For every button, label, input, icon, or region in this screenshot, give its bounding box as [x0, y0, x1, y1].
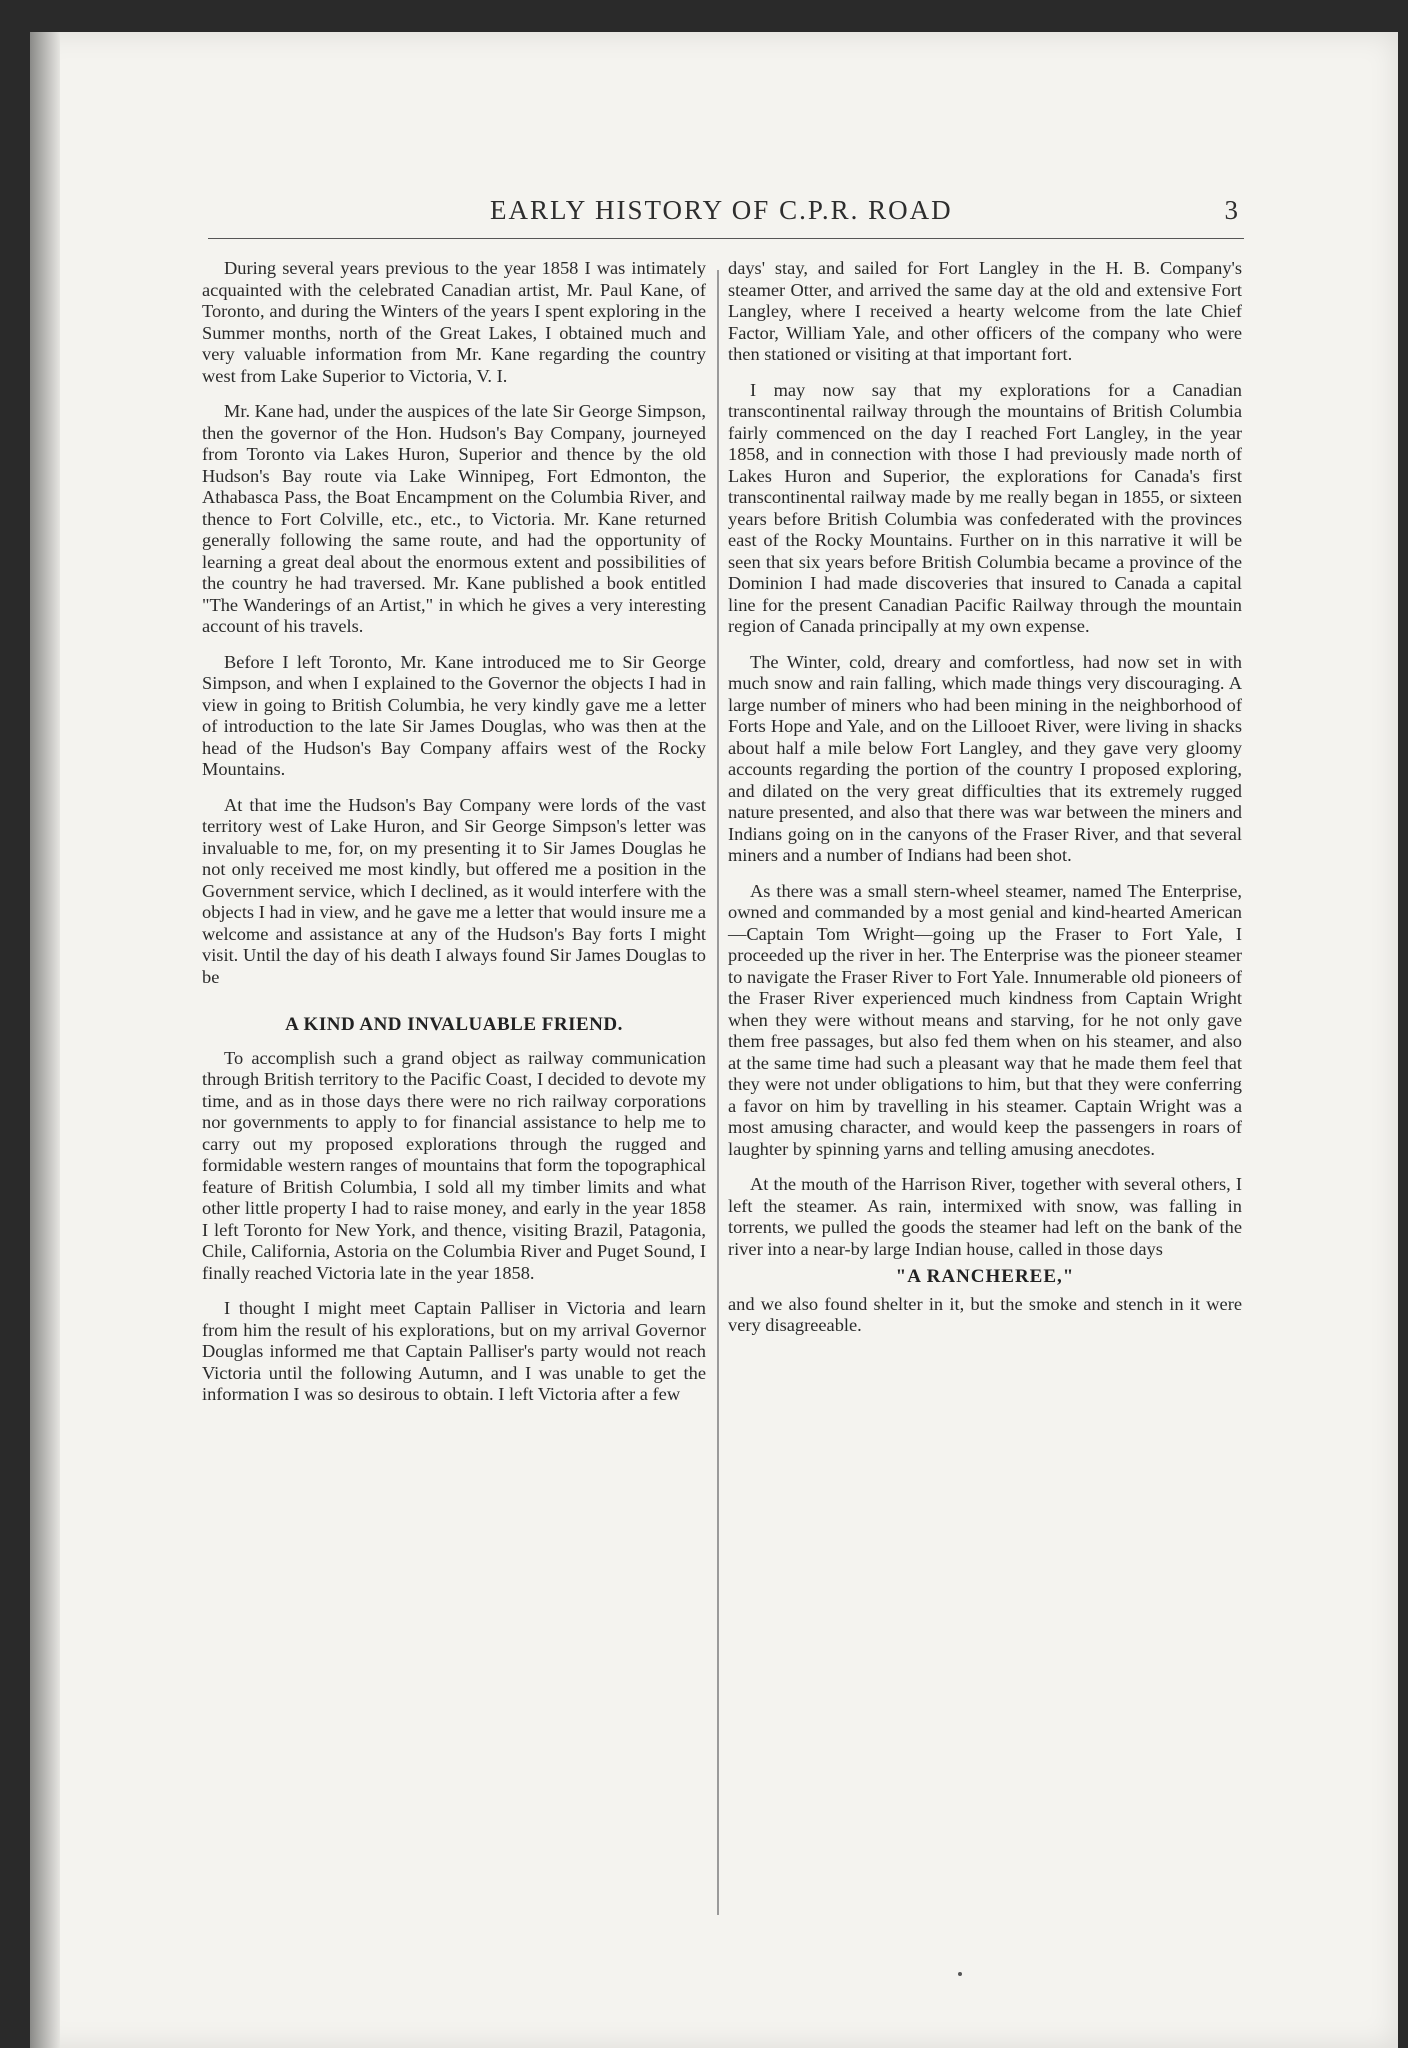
paragraph: I may now say that my explorations for a Canadian transcontinental railway through the mountains of British Columbia fairly commenced on the day I reached Fort Langley, in the year 1858, and in connection with those I had previously made north of Lakes Huron and Superior, the explorations for Canada's first transcontinental railway made by me really began in 1855, or sixteen years before British Columbia was confederated with the provinces east of the Rocky Mountains. Further on in this narrative it will be seen that six years before British Columbia became a province of the Dominion I had made discoveries that insured to Canada a capital line for the present Canadian Pacific Railway through the mountain region of Canada principally at my own expense.: [728, 379, 1242, 636]
paragraph: I thought I might meet Captain Palliser in Victoria and learn from him the result of his explorations, but on my arrival Governor Douglas informed me that Captain Palliser's party would not reach Victoria until the following Autumn, and I was unable to get the information I was so desirous to obtain. I left Victoria after a few: [202, 1298, 706, 1404]
paragraph: During several years previous to the year 1858 I was intimately acquainted with the celebrated Canadian artist, Mr. Paul Kane, of Toronto, and during the Winters of the years I spent exploring in the Summer months, north of the Great Lakes, I obtained much and very valuable information from Mr. Kane regarding the country west from Lake Superior to Victoria, V. I.: [202, 258, 706, 386]
paragraph: The Winter, cold, dreary and comfortless, had now set in with much snow and rain falling, which made things very discouraging. A large number of miners who had been mining in the neighborhood of Forts Hope and Yale, and on the Lillooet River, were living in shacks about half a mile below Fort Langley, and they gave very gloomy accounts regarding the portion of the country I proposed exploring, and dilated on the very great difficulties that its extremely rugged nature presented, and also that there was war between the miners and Indians going on in the canyons of the Fraser River, and that several miners and a number of Indians had been shot.: [728, 651, 1242, 865]
page-number: 3: [1224, 195, 1240, 225]
running-title: EARLY HISTORY OF C.P.R. ROAD: [490, 195, 953, 225]
page-mark: [958, 1972, 962, 1976]
header-rule: [208, 238, 1244, 239]
paragraph: days' stay, and sailed for Fort Langley in the H. B. Company's steamer Otter, and arrived the same day at the old and extensive Fort Langley, where I received a hearty welcome from the late Chief Factor, William Yale, and other officers of the company who were then stationed or visiting at that important fort.: [728, 258, 1242, 364]
page-gutter-shadow: [30, 32, 60, 2048]
paragraph: Mr. Kane had, under the auspices of the late Sir George Simpson, then the governor of the Hon. Hudson's Bay Company, journeyed from Toronto via Lakes Huron, Superior and thence by the old Hudson's Bay route via Lake Winnipeg, Fort Edmonton, the Athabasca Pass, the Boat Encampment on the Columbia River, and thence to Fort Colville, etc., etc., to Victoria. Mr. Kane returned generally following the same route, and had the opportunity of learning a great deal about the enormous extent and possibilities of the country he had traversed. Mr. Kane published a book entitled "The Wanderings of an Artist," in which he gives a very interesting account of his travels.: [202, 401, 706, 636]
left-column: [202, 258, 706, 1420]
paragraph: At the mouth of the Harrison River, together with several others, I left the steamer. As rain, intermixed with snow, was falling in torrents, we pulled the goods the steamer had left on the bank of the river into a near-by large Indian house, called in those days: [728, 1174, 1242, 1259]
section-heading: "A RANCHEREE,": [895, 1266, 1075, 1287]
right-column: [728, 258, 1242, 1351]
paragraph: Before I left Toronto, Mr. Kane introduced me to Sir George Simpson, and when I explained to the Governor the objects I had in view in going to British Columbia, he very kindly gave me a letter of introduction to the late Sir James Douglas, who was then at the head of the Hudson's Bay Company affairs west of the Rocky Mountains.: [202, 651, 706, 779]
paragraph: As there was a small stern-wheel steamer, named The Enterprise, owned and commanded by a most genial and kind-hearted American—Captain Tom Wright—going up the Fraser to Fort Yale, I proceeded up the river in her. The Enterprise was the pioneer steamer to navigate the Fraser River to Fort Yale. Innumerable old pioneers of the Fraser River experienced much kindness from Captain Wright when they were without means and starving, for he not only gave them free passages, but also fed them when on his steamer, and also at the same time had such a pleasant way that he made them feel that they were not under obligations to him, but that they were conferring a favor on him by travelling in his steamer. Captain Wright was a most amusing character, and would keep the passengers in roars of laughter by spinning yarns and telling amusing anecdotes.: [728, 880, 1242, 1159]
paragraph: To accomplish such a grand object as railway communication through British territory to the Pacific Coast, I decided to devote my time, and as in those days there were no rich railway corporations nor governments to apply to for financial assistance to help me to carry out my proposed explorations through the rugged and formidable western ranges of mountains that form the topographical feature of British Columbia, I sold all my timber limits and what other little property I had to raise money, and early in the year 1858 I left Toronto for New York, and thence, visiting Brazil, Patagonia, Chile, California, Astoria on the Columbia River and Puget Sound, I finally reached Victoria late in the year 1858.: [202, 1047, 706, 1283]
paragraph: and we also found shelter in it, but the smoke and stench in it were very disagreeable.: [728, 1293, 1242, 1335]
section-heading: A KIND AND INVALUABLE FRIEND.: [285, 1014, 623, 1035]
column-divider: [717, 270, 719, 1915]
paragraph: At that ime the Hudson's Bay Company were lords of the vast territory west of Lake Huron, and Sir George Simpson's letter was invaluable to me, for, on my presenting it to Sir James Douglas he not only received me most kindly, but offered me a position in the Government service, which I declined, as it would interfere with the objects I had in view, and he gave me a letter that would insure me a welcome and assistance at any of the Hudson's Bay forts I might visit. Until the day of his death I always found Sir James Douglas to be: [202, 794, 706, 987]
